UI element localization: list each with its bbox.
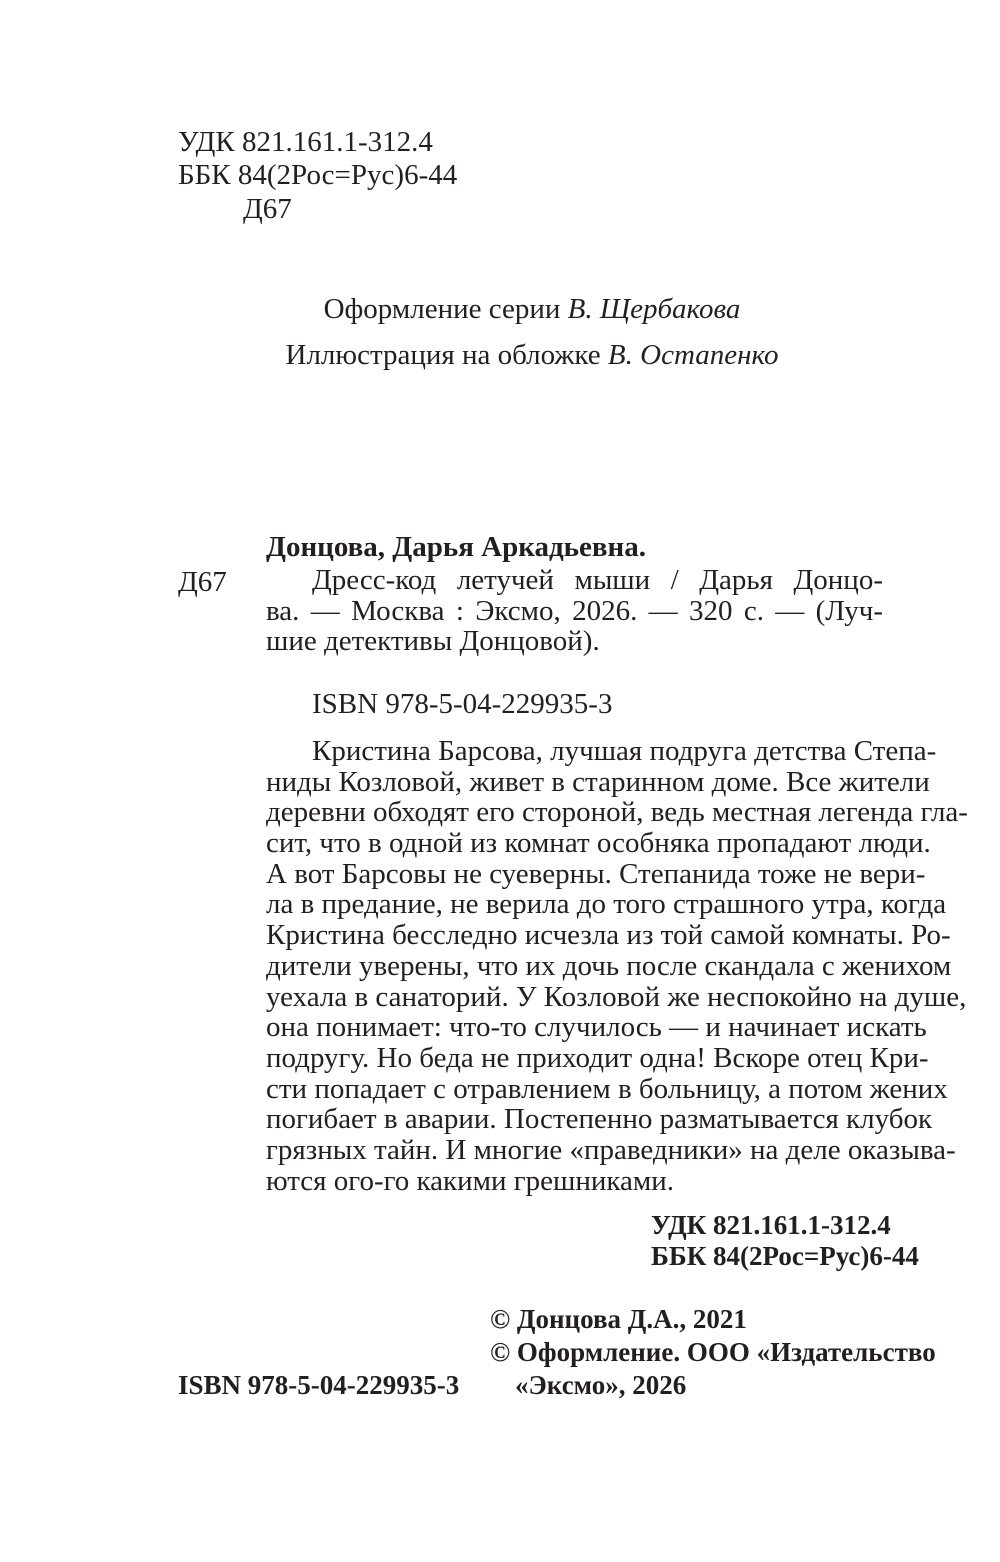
annotation-line: дители уверены, что их дочь после скандала с женихом [266,949,952,982]
author-mark-top: Д67 [243,193,292,225]
copyright-design-line1: © Оформление. ООО «Издательство [490,1337,936,1367]
cover-illustration-label: Иллюстрация на обложке [285,339,601,371]
description-line: шие детективы Донцовой). [266,625,600,658]
annotation-line: А вот Барсовы не суеверны. Степанида тоже не вери- [266,857,926,890]
annotation-line: грязных тайн. И многие «праведники» на деле оказыва- [266,1133,956,1166]
udk-code-top: УДК 821.161.1-312.4 [178,126,433,158]
annotation-line: сит, что в одной из комнат особняка пропадают люди. [266,827,931,860]
annotation-line: уехала в санаторий. У Козловой же неспокойно на душе, [266,980,967,1013]
annotation-line: ются ого-го какими грешниками. [266,1164,675,1197]
description-line: ва. — Москва : Эксмо, 2026. — 320 с. — (Луч- [266,594,883,627]
isbn-line: ISBN 978-5-04-229935-3 [312,688,613,720]
annotation-line: ла в предание, не верила до того страшного утра, когда [266,888,947,921]
annotation-line: деревни обходят его стороной, ведь местная легенда гла- [266,796,968,829]
annotation-line: сти попадает с отравлением в больницу, а потом жених [266,1072,948,1105]
author-heading: Донцова, Дарья Аркадьевна. [266,531,647,563]
bbk-code-bottom: ББК 84(2Рос=Рус)6-44 [651,1241,919,1271]
annotation [266,735,968,1197]
bibliographic-description [266,565,883,657]
udk-code-bottom: УДК 821.161.1-312.4 [651,1210,891,1240]
annotation-line: погибает в аварии. Постепенно разматывается клубок [266,1103,933,1136]
copyright-author: © Донцова Д.А., 2021 [490,1304,747,1334]
series-design-label: Оформление серии [323,293,561,325]
isbn-bottom: ISBN 978-5-04-229935-3 [178,1370,460,1400]
author-mark: Д67 [178,566,227,598]
copyright-design-line2: «Эксмо», 2026 [515,1370,687,1400]
bbk-code-top: ББК 84(2Рос=Рус)6-44 [178,159,458,191]
annotation-line: Кристина бесследно исчезла из той самой комнаты. Ро- [266,919,951,952]
annotation-line: Кристина Барсова, лучшая подруга детства Степа- [312,735,937,767]
annotation-line: подругу. Но беда не приходит одна! Вскоре отец Кри- [266,1041,929,1074]
cover-illustration-name: В. Остапенко [607,339,779,371]
annotation-line: ниды Козловой, живет в старинном доме. Все жители [266,765,930,798]
annotation-line: она понимает: что-то случилось — и начинает искать [266,1011,927,1044]
series-design-name: В. Щербакова [567,293,741,325]
description-line: Дресс-код летучей мыши / Дарья Донцо- [312,564,883,596]
series-design-credit [0,292,1000,326]
cover-illustration-credit [0,338,1000,372]
